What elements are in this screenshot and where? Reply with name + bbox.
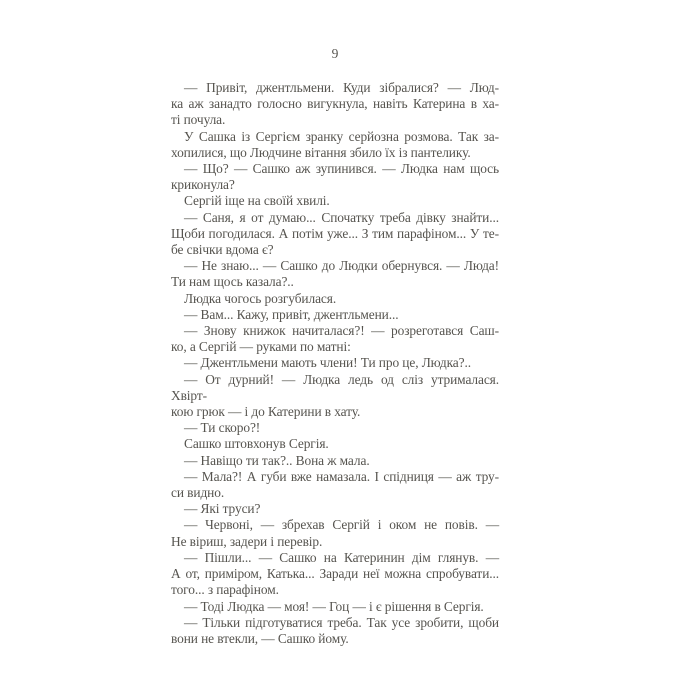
text-line: — Мала?! А губи вже намазала. І спідниця — аж тру- [184,468,499,484]
text-line: Сашко штовхонув Сергія. [184,436,329,452]
page-text [171,80,499,647]
text-line: ка аж занадто голосно вигукнула, навіть Катерина в ха- [171,96,499,112]
text-line: вони не втекли, — Сашко йому. [171,630,349,646]
text-line: Ти нам щось казала?.. [171,274,294,290]
text-line: Людка чогось розгубилася. [184,290,337,306]
text-line: криконула? [171,177,235,193]
text-line: А от, приміром, Катька... Заради неї можна спробувати... [171,566,499,582]
text-line: — Які труси? [184,501,261,517]
text-line: — Тільки підготуватися треба. Так усе зробити, щоби [184,614,499,630]
text-line: — Не знаю... — Сашко до Людки обернувся. — Люда! [184,258,499,274]
text-line: — Червоні, — збрехав Сергій і оком не повів. — [184,517,499,533]
paragraph [171,453,499,469]
paragraph [171,420,499,436]
paragraph [171,469,499,501]
text-line: Не віриш, задери і перевір. [171,533,323,549]
text-line: — Тоді Людка — моя! — Гоц — і є рішення в Сергія. [184,598,484,614]
paragraph [171,161,499,193]
text-line: — Що? — Сашко аж зупинився. — Людка нам щось [184,161,499,177]
paragraph [171,210,499,259]
paragraph [171,291,499,307]
paragraph [171,323,499,355]
text-line: си видно. [171,485,225,501]
paragraph [171,193,499,209]
paragraph [171,517,499,549]
text-line: Щоби погодилася. А потім уже... З тим парафіном... У те- [171,225,499,241]
text-line: ті почула. [171,112,226,128]
text-line: бе свічки вдома є? [171,242,274,258]
page-number: 9 [331,46,339,61]
text-line: — Вам... Кажу, привіт, джентльмени... [184,306,399,322]
paragraph [171,550,499,599]
text-line: ко, а Сергій — руками по матні: [171,339,351,355]
text-line: — Джентльмени мають члени! Ти про це, Людка?.. [184,355,471,371]
text-line: — Ти скоро?! [184,420,261,436]
paragraph [171,129,499,161]
paragraph [171,372,499,421]
paragraph [171,501,499,517]
paragraph [171,615,499,647]
paragraph [171,80,499,129]
text-line: кою грюк — і до Катерини в хату. [171,404,361,420]
paragraph [171,307,499,323]
paragraph [171,599,499,615]
text-line: того... з парафіном. [171,582,279,598]
text-line: — От дурний! — Людка ледь од сліз утрималася. Хвірт- [171,371,499,403]
paragraph [171,258,499,290]
text-line: хопилися, що Людчине вітання збило їх із пантелику. [171,144,471,160]
text-line: — Пішли... — Сашко на Катеринин дім глянув. — [184,549,499,565]
text-line: — Навіщо ти так?.. Вона ж мала. [184,452,370,468]
text-line: Сергій іще на своїй хвилі. [184,193,330,209]
text-line: — Привіт, джентльмени. Куди зібралися? — Люд- [184,80,499,95]
text-line: — Саня, я от думаю... Спочатку треба дівку знайти... [184,209,499,225]
text-line: — Знову книжок начиталася?! — розреготався Саш- [184,323,499,339]
paragraph [171,436,499,452]
text-line: У Сашка із Сергієм зранку серйозна розмова. Так за- [184,128,499,144]
paragraph [171,355,499,371]
